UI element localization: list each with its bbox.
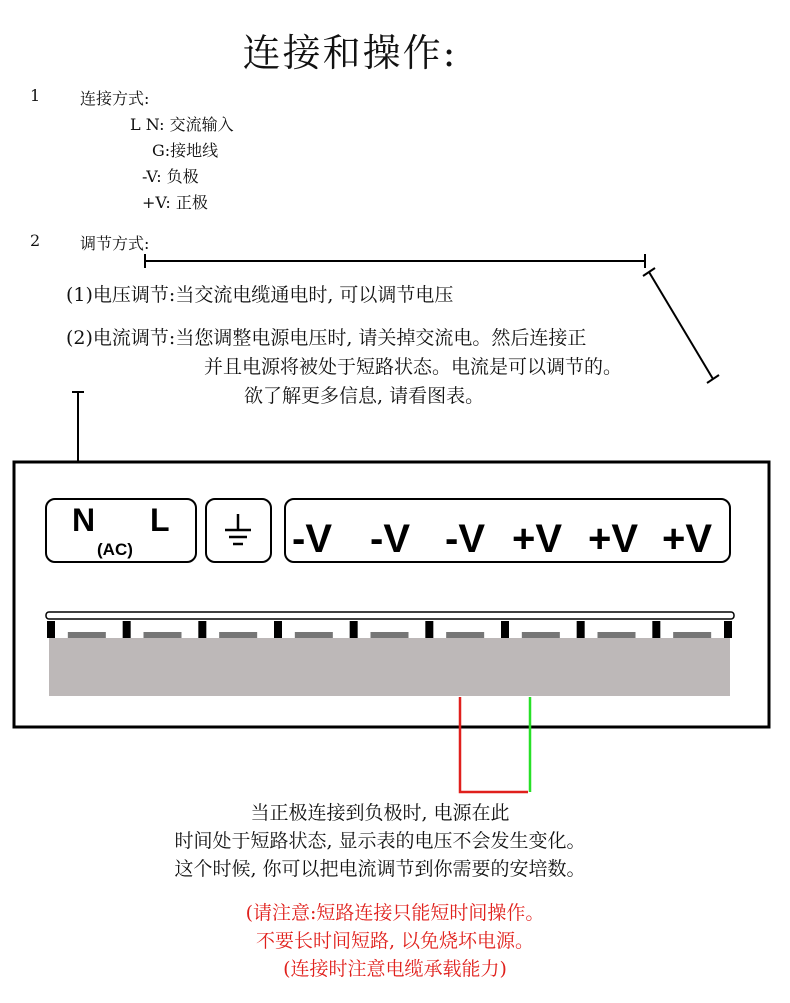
- terminal-screw: [144, 632, 182, 639]
- output-label-positive: +V: [512, 517, 563, 561]
- warning-line3: (连接时注意电缆承载能力): [283, 958, 507, 980]
- terminal-screw: [598, 632, 636, 639]
- section1-item-g: G:接地线: [152, 141, 219, 160]
- terminal-separator: [198, 621, 206, 638]
- warning-line1: (请注意:短路连接只能短时间操作。: [245, 902, 545, 924]
- terminal-separator: [501, 621, 509, 638]
- current-adjust-line2: 并且电源将被处于短路状态。电流是可以调节的。: [204, 356, 623, 378]
- terminal-separator: [350, 621, 358, 638]
- section1-heading: 连接方式:: [80, 89, 150, 108]
- voltage-adjust-text: (1)电压调节:当交流电缆通电时, 可以调节电压: [66, 284, 454, 306]
- section2-number: 2: [30, 231, 41, 250]
- section1-item-neg: -V: 负极: [142, 167, 199, 186]
- ac-label: (AC): [97, 540, 133, 559]
- l-label: L: [150, 502, 170, 538]
- output-label-positive: +V: [662, 517, 713, 561]
- terminal-separator: [724, 621, 732, 638]
- terminal-block-base: [49, 638, 730, 696]
- terminal-separator: [425, 621, 433, 638]
- current-adjust-line1: (2)电流调节:当您调整电源电压时, 请关掉交流电。然后连接正: [66, 327, 587, 349]
- terminal-separator: [652, 621, 660, 638]
- note-line2: 时间处于短路状态, 显示表的电压不会发生变化。: [174, 830, 586, 852]
- output-label-negative: -V: [370, 517, 410, 561]
- terminal-separator: [123, 621, 131, 638]
- current-adjust-line3: 欲了解更多信息, 请看图表。: [244, 385, 485, 407]
- output-label-negative: -V: [445, 517, 485, 561]
- warning-line2: 不要长时间短路, 以免烧坏电源。: [255, 930, 535, 952]
- terminal-screw: [68, 632, 106, 639]
- terminal-separator: [577, 621, 585, 638]
- terminal-screw: [522, 632, 560, 639]
- output-label-positive: +V: [588, 517, 639, 561]
- page-title: 连接和操作:: [242, 31, 458, 75]
- terminal-strip-cover: [46, 612, 734, 619]
- terminal-screw: [673, 632, 711, 639]
- pointer-line: [643, 268, 719, 383]
- terminal-screw: [371, 632, 409, 639]
- measure-line: [145, 254, 645, 268]
- section2-heading: 调节方式:: [80, 234, 150, 253]
- terminal-separator: [274, 621, 282, 638]
- note-line3: 这个时候, 你可以把电流调节到你需要的安培数。: [174, 858, 586, 880]
- note-line1: 当正极连接到负极时, 电源在此: [250, 802, 510, 824]
- section1-item-ln: L N: 交流输入: [130, 115, 234, 134]
- terminal-screw: [219, 632, 257, 639]
- output-label-negative: -V: [292, 517, 332, 561]
- terminal-screw: [446, 632, 484, 639]
- section1-number: 1: [30, 86, 41, 105]
- section1-item-pos: +V: 正极: [142, 193, 208, 212]
- terminal-separator: [47, 621, 55, 638]
- n-label: N: [72, 502, 96, 538]
- terminal-screw: [295, 632, 333, 639]
